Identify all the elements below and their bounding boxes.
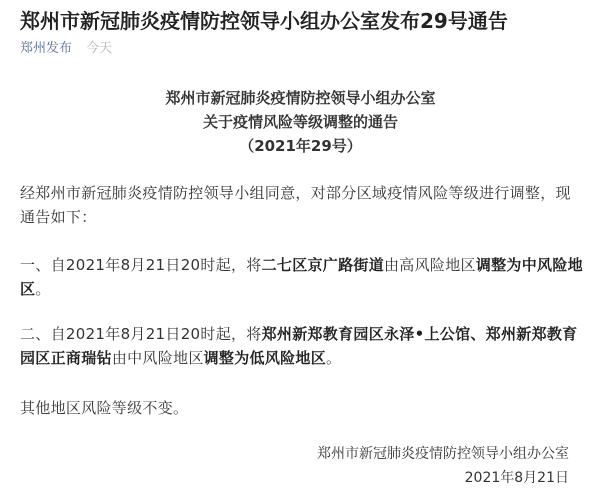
item-1-area: 二七区京广路街道 [261, 256, 384, 274]
source-account-link[interactable]: 郑州发布 [20, 41, 73, 56]
article-meta [20, 40, 112, 58]
item-2-area: 郑州新郑教育园区永泽•上公馆、郑州新郑教育园区正商瑞钻 [20, 325, 578, 367]
article-title: 郑州市新冠肺炎疫情防控领导小组办公室发布29号通告 [20, 9, 508, 33]
publish-date: 今天 [86, 41, 113, 56]
notice-subject: 关于疫情风险等级调整的通告 [202, 113, 398, 131]
item-2-end: 。 [326, 349, 342, 367]
item-2-result: 调整为低风险地区 [203, 349, 327, 367]
intro-paragraph: 经郑州市新冠肺炎疫情防控领导小组同意，对部分区域疫情风险等级进行调整，现通告如下： [20, 184, 571, 226]
signature-org: 郑州市新冠肺炎疫情防控领导小组办公室 [317, 446, 569, 462]
item-1-prefix: 一、自2021年8月21日20时起，将 [20, 256, 262, 274]
closing-paragraph: 其他地区风险等级不变。 [20, 399, 189, 417]
item-1-middle: 由高风险地区 [384, 256, 476, 274]
notice-issuer: 郑州市新冠肺炎疫情防控领导小组办公室 [165, 89, 436, 107]
item-2-prefix: 二、自2021年8月21日20时起，将 [20, 325, 262, 343]
item-1-end: 。 [35, 280, 51, 298]
notice-number: （2021年29号） [239, 137, 362, 155]
signature-date: 2021年8月21日 [464, 470, 569, 486]
item-1-result: 调整为中风险地区 [20, 256, 583, 298]
item-2-paragraph [20, 322, 586, 370]
item-2-middle: 由中风险地区 [111, 349, 204, 367]
item-1-paragraph [20, 253, 586, 301]
